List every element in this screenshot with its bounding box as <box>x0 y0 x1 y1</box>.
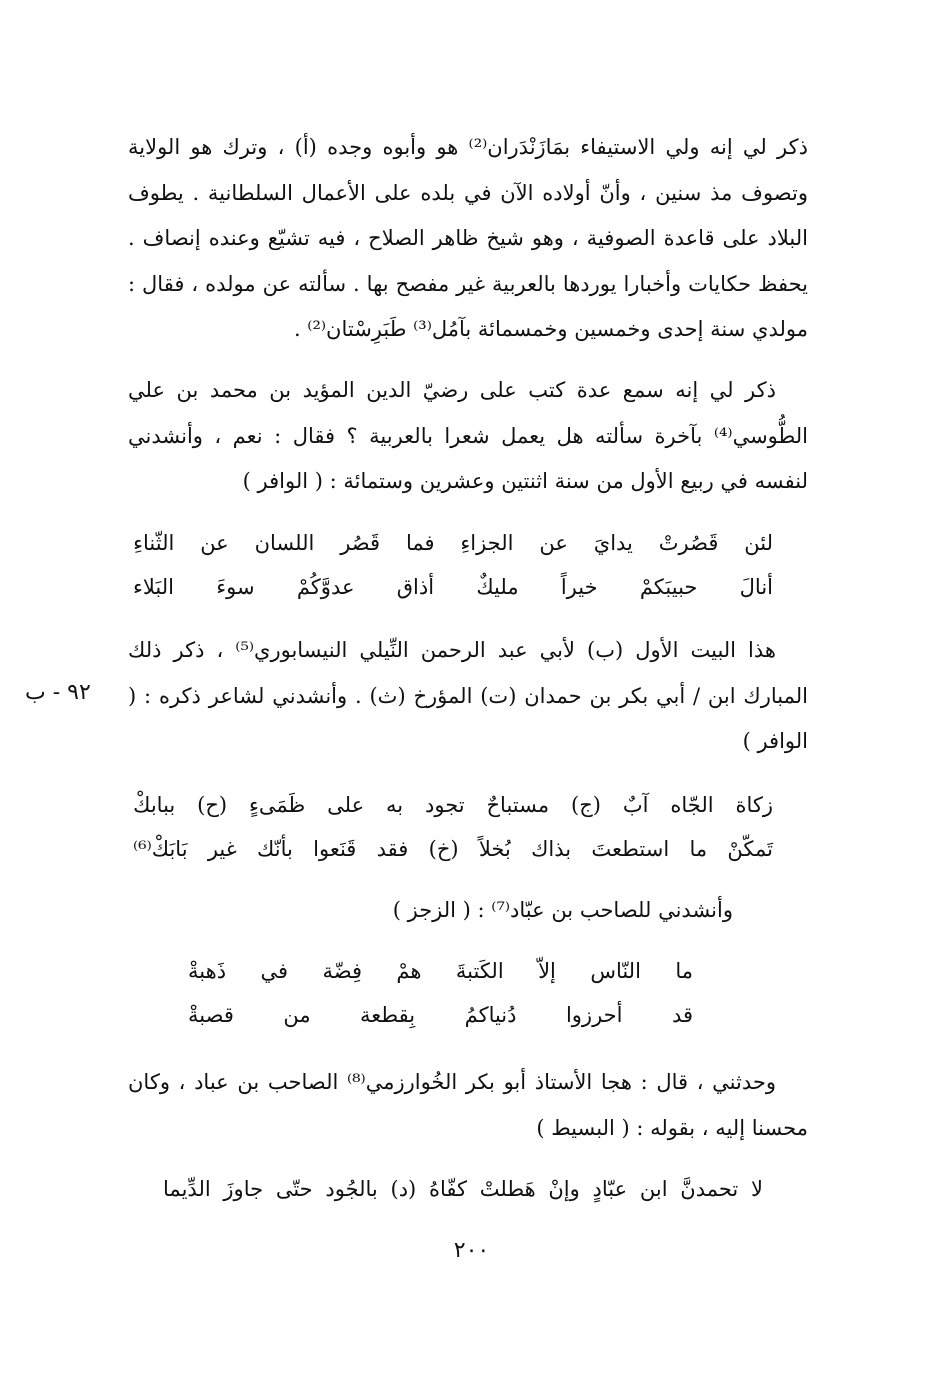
verse-1-line-2: أنالَ حبيبَكمْ خيراً مليكٌ أذاق عدوَّكُمْ سوءَ البَلاء <box>133 575 773 599</box>
verse-4-line-1: لا تحمدنَّ ابن عبّادٍ وإنْ هَطلتْ كفّاهُ (د) بالجُود حتّى جاوزَ الدِّيما <box>163 1177 763 1201</box>
paragraph-4: وأنشدني للصاحب بن عبّاد⁽⁷⁾ : ( الزجز ) <box>392 898 733 922</box>
paragraph-5: وحدثني ، قال : هجا الأستاذ أبو بكر الخُوارزمي⁽⁸⁾ الصاحب بن عباد ، وكان محسنا إليه ، بقوله : ( البسيط ) <box>128 1070 808 1140</box>
folio-marginal-note: ٩٢ - ب <box>25 680 91 705</box>
verse-1-line-1: لئن قَصُرتْ يدايَ عن الجزاءِ فما قَصُر اللسان عن الثّناءِ <box>133 531 773 555</box>
paragraph-2: ذكر لي إنه سمع عدة كتب على رضيّ الدين المؤيد بن محمد بن علي الطُّوسي⁽⁴⁾ بآخرة سألته هل يعمل شعرا بالعربية ؟ فقال : نعم ، وأنشدني لنفسه في ربيع الأول من سنة اثنتين وعشرين وستمائة : ( الوافر ) <box>128 378 808 493</box>
verse-2-line-1: زكاة الجّاه آبٌ (ج) مستباحٌ تجود به على ظَمَىءٍ (ح) ببابكْ <box>133 793 773 817</box>
paragraph-1: ذكر لي إنه ولي الاستيفاء بمَازَنْدَران⁽²⁾ هو وأبوه وجده (أ) ، وترك هو الولاية وتصوف مذ سنين ، وأنّ أولاده الآن في بلده على الأعمال السلطانية . يطوف البلاد على قاعدة الصوفية ، وهو شيخ ظاهر الصلاح ، فيه تشيّع وعنده إنصاف . يحفظ حكايات وأخبارا يوردها بالعربية غير مفصح بها . سألته عن مولده ، فقال : مولدي سنة إحدى وخمسين وخمسمائة بآمُل⁽³⁾ طَبَرِسْتان⁽²⁾ . <box>128 135 809 341</box>
verse-3-line-1: ما النّاس إلاّ الكَتبةَ همْ فِضّة في ذَهبةْ <box>188 959 693 983</box>
verse-2-line-2: تَمكّنْ ما استطعتَ بذاك بُخلاً (خ) فقد قَنَعوا بأنّك غير بَابَكْ⁽⁶⁾ <box>133 837 773 861</box>
page-number: ٢٠٠ <box>453 1238 490 1263</box>
paragraph-3: هذا البيت الأول (ب) لأبي عبد الرحمن النِّيلي النيسابوري⁽⁵⁾ ، ذكر ذلك المبارك ابن / أبي بكر بن حمدان (ت) المؤرخ (ث) . وأنشدني لشاعر ذكره : ( الوافر ) <box>128 638 808 753</box>
verse-3-line-2: قد أحرزوا دُنياكمُ بِقطعة من قصبةْ <box>188 1003 693 1027</box>
